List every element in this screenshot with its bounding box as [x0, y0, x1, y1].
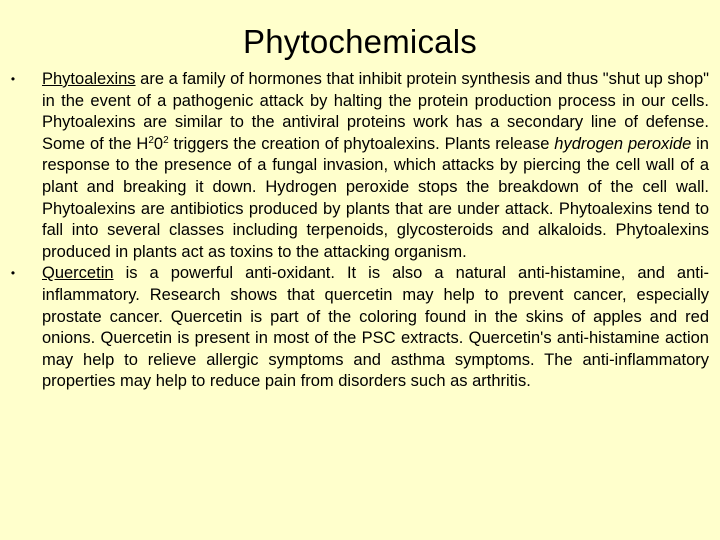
bullet-marker: • [10, 72, 16, 86]
bullet-text: 0 [153, 134, 164, 153]
bullet-text: triggers the creation of phytoalexins. Plants release [168, 134, 555, 153]
superscript: 2 [163, 134, 169, 146]
slide-title: Phytochemicals [243, 23, 477, 60]
bullet-text: is a powerful anti-oxidant. It is also a natural anti-histamine, and anti-inflammatory. Research shows that quercetin may help to prevent cancer, especially prostate cancer. Quercetin is part of the coloring found in the skins of apples and red onions. Quercetin is present in most of the PSC extracts. Quercetin's anti-histamine action may help to relieve allergic symptoms and asthma symptoms. The anti-inflammatory properties may help to reduce pain from disorders such as arthritis. [42, 264, 709, 391]
bullet-phytoalexins [0, 69, 720, 263]
term-phytoalexins: Phytoalexins [42, 70, 136, 88]
bullet-text: are a family of hormones that inhibit protein synthesis and thus "shut up shop" in the event of a pathogenic attack by halting the protein production process in our cells. Phytoalexins are similar to the antiviral proteins work has a secondary line of defense. Some of the H [42, 70, 709, 153]
superscript: 2 [148, 134, 154, 146]
term-quercetin: Quercetin [42, 264, 114, 283]
bullet-text: in response to the presence of a fungal invasion, which attacks by piercing the cell wall of a plant and breaking it down. Hydrogen peroxide stops the breakdown of the cell wall. Phytoalexins are antibiotics produced by plants that are under attack. Phytoalexins tend to fall into several classes including terpenoids, glycosteroids and alkaloids. Phytoalexins produced in plants act as toxins to the attacking organism. [42, 134, 709, 261]
bullet-quercetin [0, 263, 720, 393]
bullet-marker: • [10, 266, 16, 281]
italic-term: hydrogen peroxide [554, 134, 692, 153]
bullet-list [0, 69, 720, 393]
